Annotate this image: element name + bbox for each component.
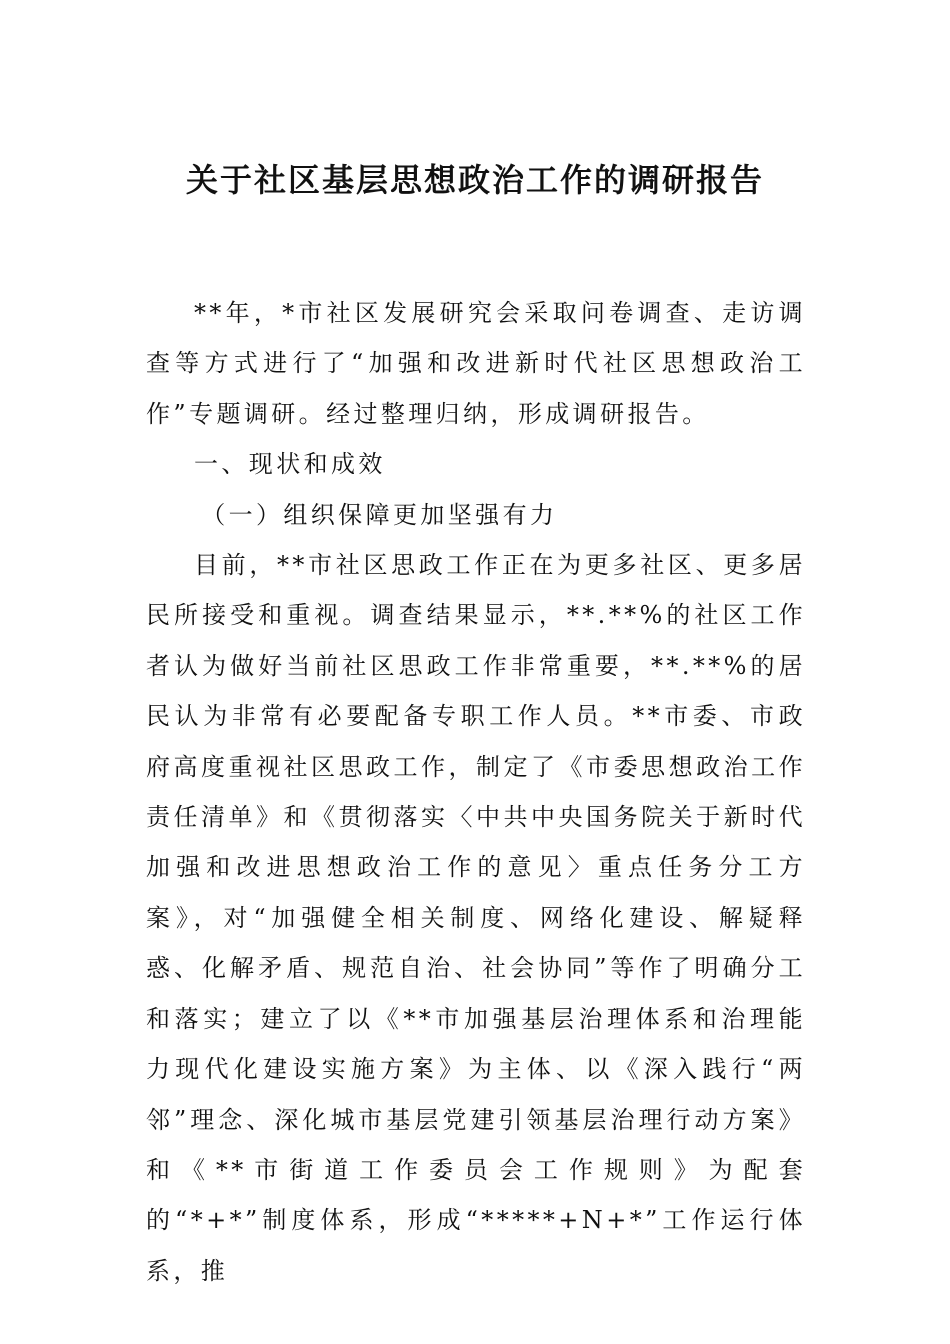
document-title: 关于社区基层思想政治工作的调研报告 (185, 161, 764, 199)
intro-paragraph: **年，*市社区发展研究会采取问卷调查、走访调查等方式进行了“加强和改进新时代社区思想政治工作”专题调研。经过整理归纳，形成调研报告。 (146, 299, 806, 428)
section-heading: 一、现状和成效 (194, 450, 386, 479)
document-body (146, 288, 806, 1296)
subsection-heading: （一）组织保障更加坚强有力 (201, 500, 558, 529)
body-paragraph: 目前，**市社区思政工作正在为更多社区、更多居民所接受和重视。调查结果显示，**.**%的社区工作者认为做好当前社区思政工作非常重要，**.**%的居民认为非常有必要配备专职工作人员。**市委、市政府高度重视社区思政工作，制定了《市委思想政治工作责任清单》和《贯彻落实〈中共中央国务院关于新时代加强和改进思想政治工作的意见〉重点任务分工方案》，对“加强健全相关制度、网络化建设、解疑释惑、化解矛盾、规范自治、社会协同”等作了明确分工和落实；建立了以《**市加强基层治理体系和治理能力现代化建设实施方案》为主体、以《深入践行“两邻”理念、深化城市基层党建引领基层治理行动方案》和《**市街道工作委员会工作规则》为配套的“*+*”制度体系，形成“*****+N+*”工作运行体系，推 (146, 551, 806, 1285)
